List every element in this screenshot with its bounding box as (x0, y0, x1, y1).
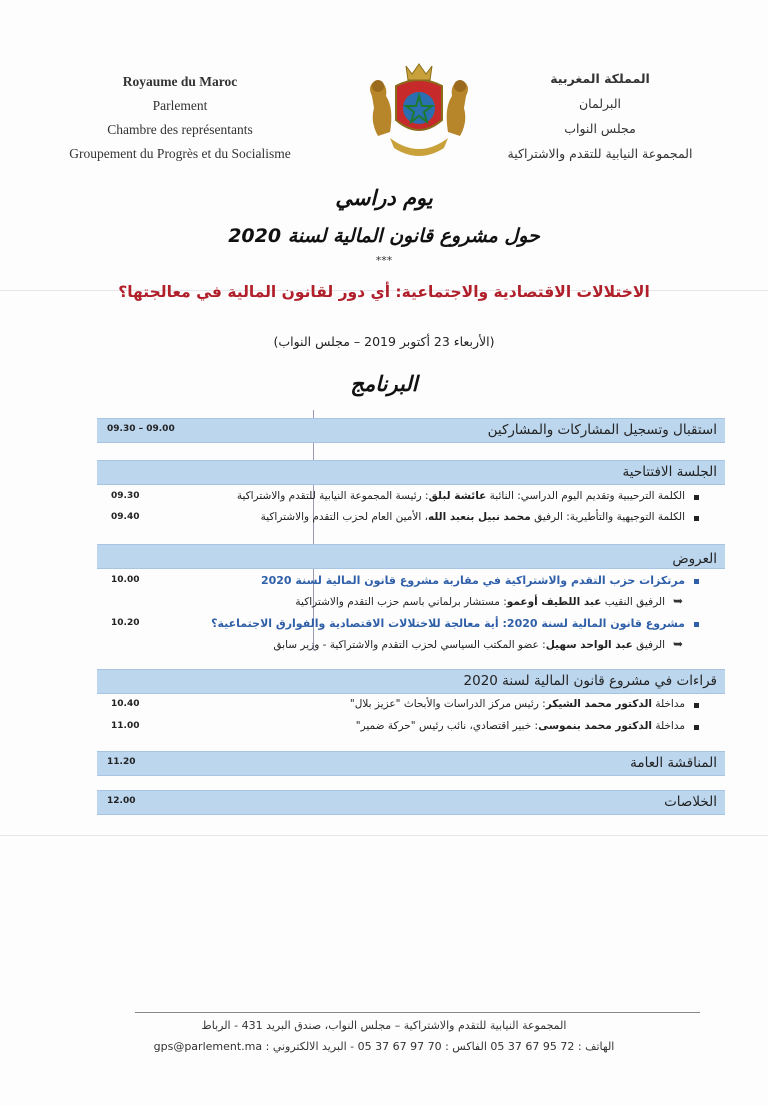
section-label: الخلاصات (664, 794, 717, 810)
footer-address: المجموعة النيابية للتقدم والاشتراكية – مجلس النواب، صندق البريد 431 - الرباط (201, 1019, 567, 1032)
bullet-icon (694, 622, 699, 627)
item-text (261, 511, 685, 523)
section-label: الجلسة الافتتاحية (622, 464, 717, 480)
speaker-name: عبد الواحد سهيل (545, 639, 633, 651)
footer-contact: الهاتف : 72 95 67 37 05 الفاكس : 70 97 67 37 05 - البريد الالكتروني : gps@parlement.ma (153, 1040, 615, 1053)
header-fr-line3: Chambre des représentants (107, 122, 253, 137)
program-item (97, 487, 725, 507)
doc-title-line2: حول مشروع قانون المالية لسنة 2020 (228, 225, 540, 247)
speaker-row (97, 593, 725, 613)
section-bar-readings (97, 669, 725, 694)
item-time: 11.00 (111, 721, 140, 731)
item-text (273, 639, 665, 651)
item-text (356, 720, 685, 732)
section-bar-conclusions (97, 790, 725, 815)
bullet-icon (694, 703, 699, 708)
header-ar-line4: المجموعة النيابية للتقدم والاشتراكية (507, 146, 693, 161)
doc-title-line1: يوم دراسي (335, 186, 433, 210)
speaker-name: محمد نبيل بنعبد الله (428, 511, 531, 523)
item-pre: الرفيق (632, 639, 665, 651)
item-text (295, 596, 665, 608)
section-bar-presentations (97, 544, 725, 569)
header-ar-line3: مجلس النواب (564, 121, 636, 136)
item-pre: مداخلة (652, 698, 685, 710)
header-fr-line2: Parlement (152, 98, 208, 113)
separator-stars: *** (375, 254, 393, 267)
header-ar-line2: البرلمان (579, 96, 621, 111)
header-french (60, 70, 300, 166)
section-label: المناقشة العامة (630, 755, 717, 771)
section-label: قراءات في مشروع قانون المالية لسنة 2020 (463, 673, 717, 689)
item-text (237, 490, 685, 502)
speaker-name: عبد اللطيف أوعمو (506, 596, 602, 608)
section-time: 09.30 – 09.00 (107, 424, 175, 434)
bullet-icon (694, 725, 699, 730)
item-time: 10.40 (111, 699, 140, 709)
bullet-icon (694, 579, 699, 584)
item-post: : رئيسة المجموعة النيابية للتقدم والاشتراكية (236, 490, 429, 502)
doc-subtitle: الاختلالات الاقتصادية والاجتماعية: أي دور لقانون المالية في معالجتها؟ (118, 283, 650, 301)
header-fr-line1: Royaume du Maroc (122, 74, 238, 89)
section-bar-discussion (97, 751, 725, 776)
speaker-name: الدكتور محمد الشيكر (545, 698, 652, 710)
speaker-name: الدكتور محمد بنموسى (538, 720, 652, 732)
item-post: : عضو المكتب السياسي لحزب التقدم والاشتراكية - وزير سابق (273, 639, 546, 651)
item-post: : رئيس مركز الدراسات والأبحاث "عزيز بلال" (349, 698, 546, 710)
section-label: العروض (672, 551, 717, 567)
section-time: 12.00 (107, 796, 136, 806)
bullet-icon (694, 516, 699, 521)
presentation-title: مشروع قانون المالية لسنة 2020: أية معالجة للاختلالات الاقتصادية والفوارق الاجتماعية؟ (211, 617, 685, 630)
section-time: 11.20 (107, 757, 136, 767)
program-item (97, 508, 725, 528)
item-time: 09.40 (111, 512, 140, 522)
item-time: 10.20 (111, 618, 140, 628)
section-bar-reception (97, 418, 725, 443)
bullet-icon (694, 495, 699, 500)
footer-divider (135, 1012, 700, 1013)
item-pre: الكلمة التوجيهية والتأطيرية: الرفيق (530, 511, 685, 523)
presentation-title-row (97, 614, 725, 634)
section-label: استقبال وتسجيل المشاركات والمشاركين (487, 422, 717, 438)
item-post: : خبير اقتصادي، نائب رئيس "حركة ضمير" (355, 720, 539, 732)
header-ar-line1: المملكة المغربية (550, 71, 650, 86)
speaker-name: عائشة لبلق (428, 490, 487, 502)
item-time: 09.30 (111, 491, 140, 501)
header-arabic (470, 66, 730, 166)
item-post: ، الأمين العام لحزب التقدم والاشتراكية (260, 511, 428, 523)
item-text (350, 698, 685, 710)
item-pre: الرفيق النقيب (601, 596, 665, 608)
program-heading: البرنامج (350, 372, 418, 396)
item-post: : مستشار برلماني باسم حزب التقدم والاشتراكية (295, 596, 507, 608)
fold-line (0, 835, 768, 836)
section-bar-opening (97, 460, 725, 485)
program-item (97, 695, 725, 715)
presentation-title-row (97, 571, 725, 591)
coat-of-arms-icon (360, 56, 478, 164)
item-pre: مداخلة (652, 720, 685, 732)
arrow-icon: ➥ (672, 594, 683, 608)
arrow-icon: ➥ (672, 637, 683, 651)
item-pre: الكلمة الترحيبية وتقديم اليوم الدراسي: النائبة (486, 490, 685, 502)
header-fr-line4: Groupement du Progrès et du Socialisme (69, 146, 291, 161)
presentation-title: مرتكزات حزب التقدم والاشتراكية في مقاربة مشروع قانون المالية لسنة 2020 (260, 574, 685, 587)
speaker-row (97, 636, 725, 656)
item-time: 10.00 (111, 575, 140, 585)
program-item (97, 717, 725, 737)
event-date: (الأربعاء 23 أكتوبر 2019 – مجلس النواب) (273, 334, 495, 349)
